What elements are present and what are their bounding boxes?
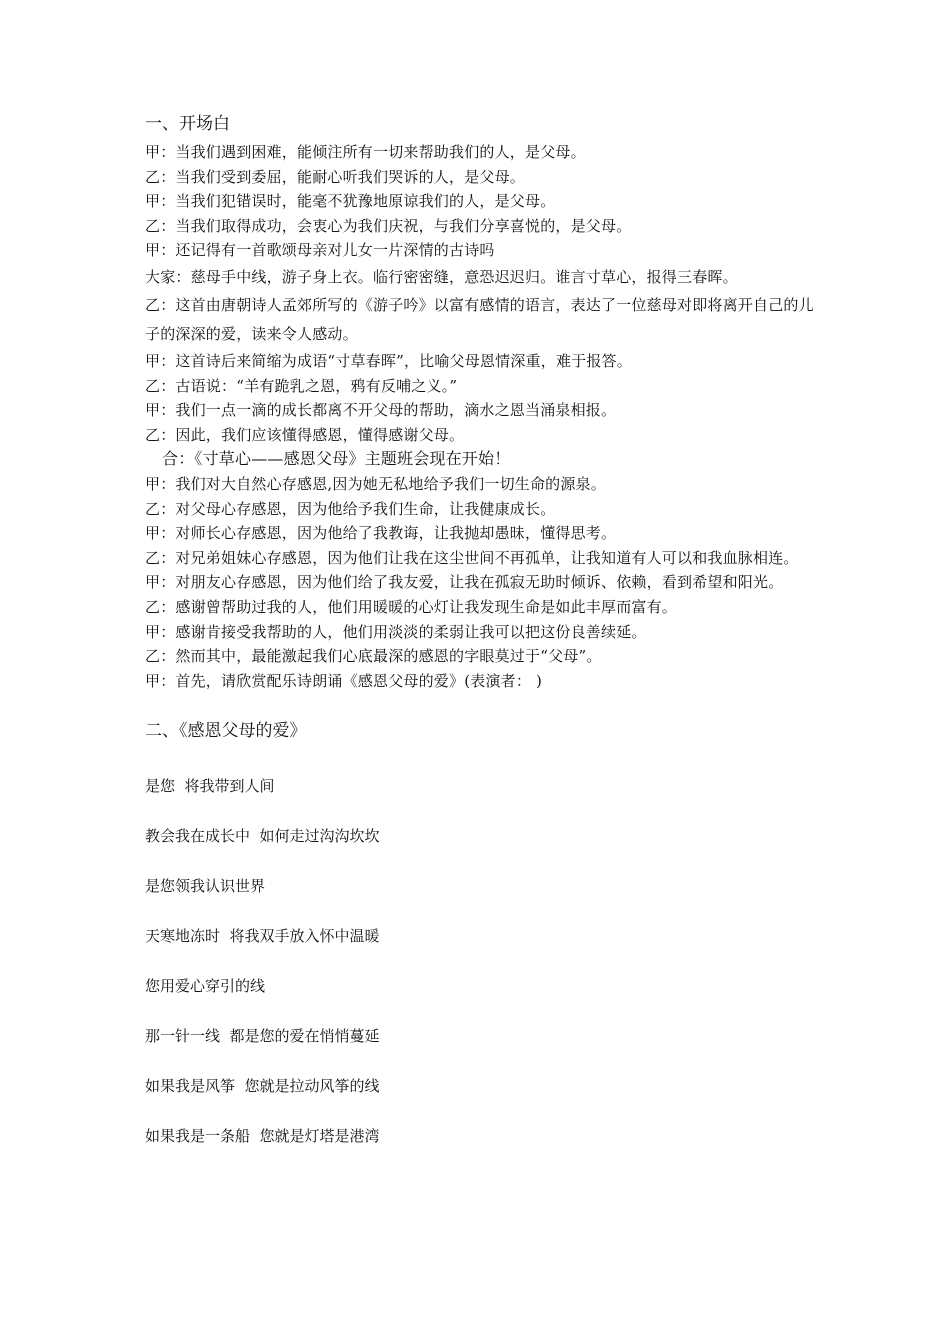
poem-line: 是您 将我带到人间 <box>145 777 275 796</box>
section-1-heading: 一、开场白 <box>145 114 230 134</box>
dialogue-line: 乙：当我们取得成功，会衷心为我们庆祝，与我们分享喜悦的，是父母。 <box>145 216 632 235</box>
poem-line: 那一针一线 都是您的爱在悄悄蔓延 <box>145 1027 380 1046</box>
poem-line: 如果我是风筝 您就是拉动风筝的线 <box>145 1077 380 1096</box>
dialogue-line: 甲：首先，请欣赏配乐诗朗诵《感恩父母的爱》(表演者： ) <box>145 671 543 690</box>
poem-line: 您用爱心穿引的线 <box>145 977 266 996</box>
dialogue-line: 甲：还记得有一首歌颂母亲对儿女一片深情的古诗吗 <box>145 241 495 260</box>
poem-line: 天寒地冻时 将我双手放入怀中温暖 <box>145 927 380 946</box>
dialogue-line: 乙：当我们受到委屈，能耐心听我们哭诉的人，是父母。 <box>145 167 526 186</box>
poem-line: 如果我是一条船 您就是灯塔是港湾 <box>145 1127 380 1146</box>
dialogue-line: 乙：对父母心存感恩，因为他给予我们生命，让我健康成长。 <box>145 499 556 518</box>
dialogue-line: 甲：对师长心存感恩，因为他给了我教诲，让我抛却愚昧，懂得思考。 <box>145 524 617 543</box>
dialogue-line: 甲：当我们遇到困难，能倾注所有一切来帮助我们的人，是父母。 <box>145 143 586 161</box>
document-page <box>145 112 815 1174</box>
section-2-heading: 二、《感恩父母的爱》 <box>145 721 307 742</box>
dialogue-line: 甲：我们一点一滴的成长都离不开父母的帮助，滴水之恩当涌泉相报。 <box>145 401 617 420</box>
dialogue-line: 甲：这首诗后来简缩为成语“寸草春晖”，比喻父母恩情深重，难于报答。 <box>145 351 632 370</box>
dialogue-line: 乙：然而其中，最能激起我们心底最深的感恩的字眼莫过于“父母”。 <box>145 647 602 666</box>
dialogue-line: 甲：对朋友心存感恩，因为他们给了我友爱，让我在孤寂无助时倾诉、依赖，看到希望和阳光。 <box>145 573 784 592</box>
dialogue-line: 甲：我们对大自然心存感恩,因为她无私地给予我们一切生命的源泉。 <box>145 474 606 493</box>
dialogue-line-chorus: 合：《寸草心——感恩父母》主题班会现在开始！ <box>162 449 511 469</box>
dialogue-line: 甲：当我们犯错误时，能毫不犹豫地原谅我们的人，是父母。 <box>145 192 556 211</box>
poem <box>145 774 815 1148</box>
dialogue-line: 乙：对兄弟姐妹心存感恩，因为他们让我在这尘世间不再孤单，让我知道有人可以和我血脉相连。 <box>145 548 799 567</box>
dialogue-line: 大家：慈母手中线，游子身上衣。临行密密缝，意恐迟迟归。谁言寸草心，报得三春晖。 <box>145 267 738 286</box>
dialogue-line: 乙：感谢曾帮助过我的人，他们用暖暖的心灯让我发现生命是如此丰厚而富有。 <box>145 597 678 616</box>
dialogue-line: 乙：这首由唐朝诗人孟郊所写的《游子吟》以富有感情的语言，表达了一位慈母对即将离开自己的儿子的深深的爱，读来令人感动。 <box>145 295 814 343</box>
dialogue-line: 乙：古语说：“羊有跪乳之恩，鸦有反哺之义。” <box>145 376 458 395</box>
dialogue-line: 甲：感谢肯接受我帮助的人，他们用淡淡的柔弱让我可以把这份良善续延。 <box>145 622 647 641</box>
poem-line: 是您领我认识世界 <box>145 877 266 896</box>
opening-dialogue <box>145 140 815 693</box>
poem-line: 教会我在成长中 如何走过沟沟坎坎 <box>145 827 380 846</box>
dialogue-line: 乙：因此，我们应该懂得感恩，懂得感谢父母。 <box>145 425 465 444</box>
